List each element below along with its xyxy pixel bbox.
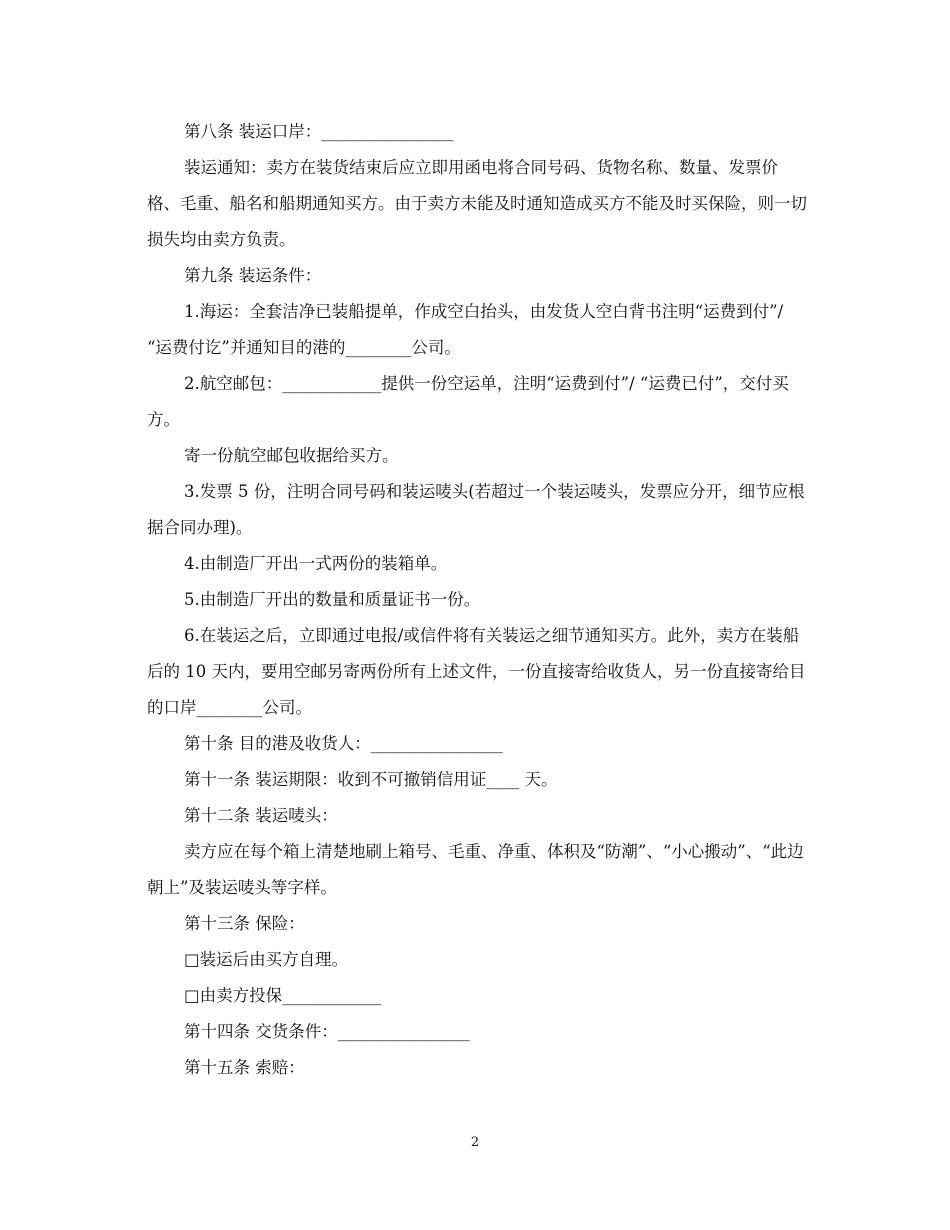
article-8-loading-port: 第八条 装运口岸：________________ bbox=[184, 122, 454, 141]
article-14-delivery-terms: 第十四条 交货条件：________________ bbox=[184, 1022, 470, 1041]
article-11-shipment-period: 第十一条 装运期限：收到不可撤销信用证____ 天。 bbox=[184, 770, 558, 789]
article-9-shipping-conditions: 第九条 装运条件： bbox=[184, 266, 322, 285]
article-12-shipping-marks: 第十二条 装运唛头： bbox=[184, 806, 338, 825]
shipping-notice-paragraph: 装运通知：卖方在装货结束后应立即用函电将合同号码、货物名称、数量、发票价格、毛重、船名和船期通知买方。由于卖方未能及时通知造成买方不能及时买保险，则一切损失均由卖方负责。 bbox=[147, 158, 807, 249]
page-number: 2 bbox=[470, 1135, 480, 1150]
insurance-option-buyer: □装运后由买方自理。 bbox=[184, 950, 349, 969]
clause-5-quality-certificate: 5.由制造厂开出的数量和质量证书一份。 bbox=[184, 590, 481, 609]
air-parcel-receipt-note: 寄一份航空邮包收据给买方。 bbox=[184, 446, 399, 465]
insurance-option-seller: □由卖方投保____________ bbox=[184, 986, 382, 1005]
clause-6-shipment-notice: 6.在装运之后，立即通过电报/或信件将有关装运之细节通知买方。此外，卖方在装船后的 10 天内，要用空邮另寄两份所有上述文件，一份直接寄给收货人，另一份直接寄给目的口岸________公司。 bbox=[147, 626, 806, 717]
clause-4-packing-list: 4.由制造厂开出一式两份的装箱单。 bbox=[184, 554, 448, 573]
clause-1-ocean-transport: 1.海运：全套洁净已装船提单，作成空白抬头，由发货人空白背书注明“运费到付”/ “运费付讫”并通知目的港的________公司。 bbox=[147, 302, 789, 357]
article-13-insurance: 第十三条 保险： bbox=[184, 914, 305, 933]
shipping-marks-paragraph: 卖方应在每个箱上清楚地刷上箱号、毛重、净重、体积及“防潮”、“小心搬动”、“此边朝上”及装运唛头等字样。 bbox=[147, 842, 804, 897]
article-15-claims: 第十五条 索赔： bbox=[184, 1058, 305, 1077]
clause-3-invoice: 3.发票 5 份，注明合同号码和装运唛头(若超过一个装运唛头，发票应分开，细节应根据合同办理)。 bbox=[147, 482, 805, 537]
article-10-destination-consignee: 第十条 目的港及收货人：________________ bbox=[184, 734, 503, 753]
document-body bbox=[147, 114, 807, 1086]
clause-2-air-parcel: 2.航空邮包：____________提供一份空运单，注明“运费到付”/ “运费已付”，交付买方。 bbox=[147, 374, 789, 429]
